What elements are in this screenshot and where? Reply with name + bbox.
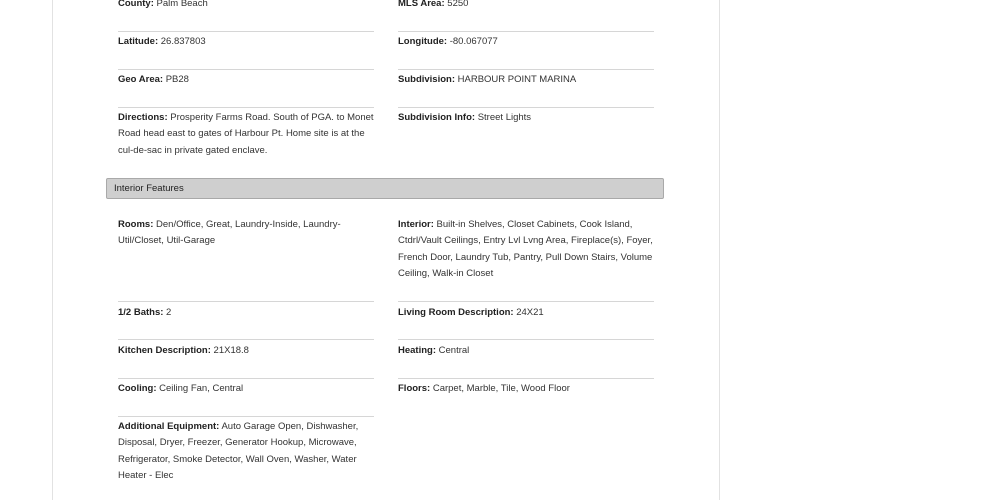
directions-label: Directions:	[118, 112, 168, 123]
cooling-label: Cooling:	[118, 383, 157, 394]
longitude-field	[398, 34, 654, 50]
kitchen-value: 21X18.8	[213, 345, 249, 356]
row-divider	[118, 339, 374, 340]
row-divider	[398, 378, 654, 379]
interior-features-header: Interior Features	[106, 178, 664, 199]
rooms-value: Den/Office, Great, Laundry-Inside, Laundry-Util/Closet, Util-Garage	[118, 219, 341, 247]
county-field	[118, 0, 374, 12]
heating-label: Heating:	[398, 345, 436, 356]
row-divider	[398, 31, 654, 32]
half-baths-value: 2	[166, 307, 172, 318]
latitude-value: 26.837803	[160, 36, 206, 47]
row-divider	[118, 416, 374, 417]
row-divider	[118, 107, 374, 108]
subdivision-info-value: Street Lights	[477, 112, 532, 123]
row-divider	[398, 301, 654, 302]
latitude-label: Latitude:	[118, 36, 159, 47]
row-divider	[118, 31, 374, 32]
mls-area-value: 5250	[447, 0, 469, 9]
living-room-label: Living Room Description:	[398, 307, 514, 318]
interior-value: Built-in Shelves, Closet Cabinets, Cook Island, Ctdrl/Vault Ceilings, Entry Lvl Lvng Area, Fireplace(s), Foyer, French Door, Laundry Tub, Pantry, Pull Down Stairs, Volume Ceiling, Walk-in Closet	[398, 219, 653, 279]
rooms-label: Rooms:	[118, 219, 154, 230]
floors-value: Carpet, Marble, Tile, Wood Floor	[432, 383, 570, 394]
latitude-field	[118, 34, 374, 50]
cooling-value: Ceiling Fan, Central	[159, 383, 244, 394]
kitchen-field	[118, 343, 374, 359]
floors-label: Floors:	[398, 383, 431, 394]
cooling-field	[118, 381, 374, 397]
living-room-value: 24X21	[516, 307, 544, 318]
floors-field	[398, 381, 654, 397]
heating-value: Central	[438, 345, 470, 356]
geo-area-label: Geo Area:	[118, 74, 164, 85]
heating-field	[398, 343, 654, 359]
additional-equipment-label: Additional Equipment:	[118, 421, 220, 432]
mls-area-label: MLS Area:	[398, 0, 445, 9]
longitude-value: -80.067077	[449, 36, 498, 47]
half-baths-field	[118, 305, 374, 321]
row-divider	[398, 69, 654, 70]
interior-label: Interior:	[398, 219, 434, 230]
row-divider	[118, 378, 374, 379]
directions-value: Prosperity Farms Road. South of PGA. to Monet Road head east to gates of Harbour Pt. Home site is at the cul-de-sac in private gated enclave.	[118, 112, 374, 156]
interior-field	[398, 217, 654, 282]
subdivision-value: HARBOUR POINT MARINA	[457, 74, 577, 85]
longitude-label: Longitude:	[398, 36, 448, 47]
county-value: Palm Beach	[156, 0, 208, 9]
subdivision-info-label: Subdivision Info:	[398, 112, 476, 123]
subdivision-field	[398, 72, 654, 88]
county-label: County:	[118, 0, 154, 9]
rooms-field	[118, 217, 374, 250]
row-divider	[398, 339, 654, 340]
subdivision-info-field	[398, 110, 654, 126]
subdivision-label: Subdivision:	[398, 74, 455, 85]
mls-area-field	[398, 0, 654, 12]
geo-area-value: PB28	[165, 74, 189, 85]
row-divider	[118, 69, 374, 70]
living-room-field	[398, 305, 654, 321]
row-divider	[398, 107, 654, 108]
additional-equipment-value: Auto Garage Open, Dishwasher, Disposal, Dryer, Freezer, Generator Hookup, Microwave, Refrigerator, Smoke Detector, Wall Oven, Washer, Water Heater - Elec	[118, 421, 359, 481]
additional-equipment-field	[118, 419, 374, 484]
geo-area-field	[118, 72, 374, 88]
half-baths-label: 1/2 Baths:	[118, 307, 164, 318]
kitchen-label: Kitchen Description:	[118, 345, 211, 356]
directions-field	[118, 110, 374, 159]
row-divider	[118, 301, 374, 302]
